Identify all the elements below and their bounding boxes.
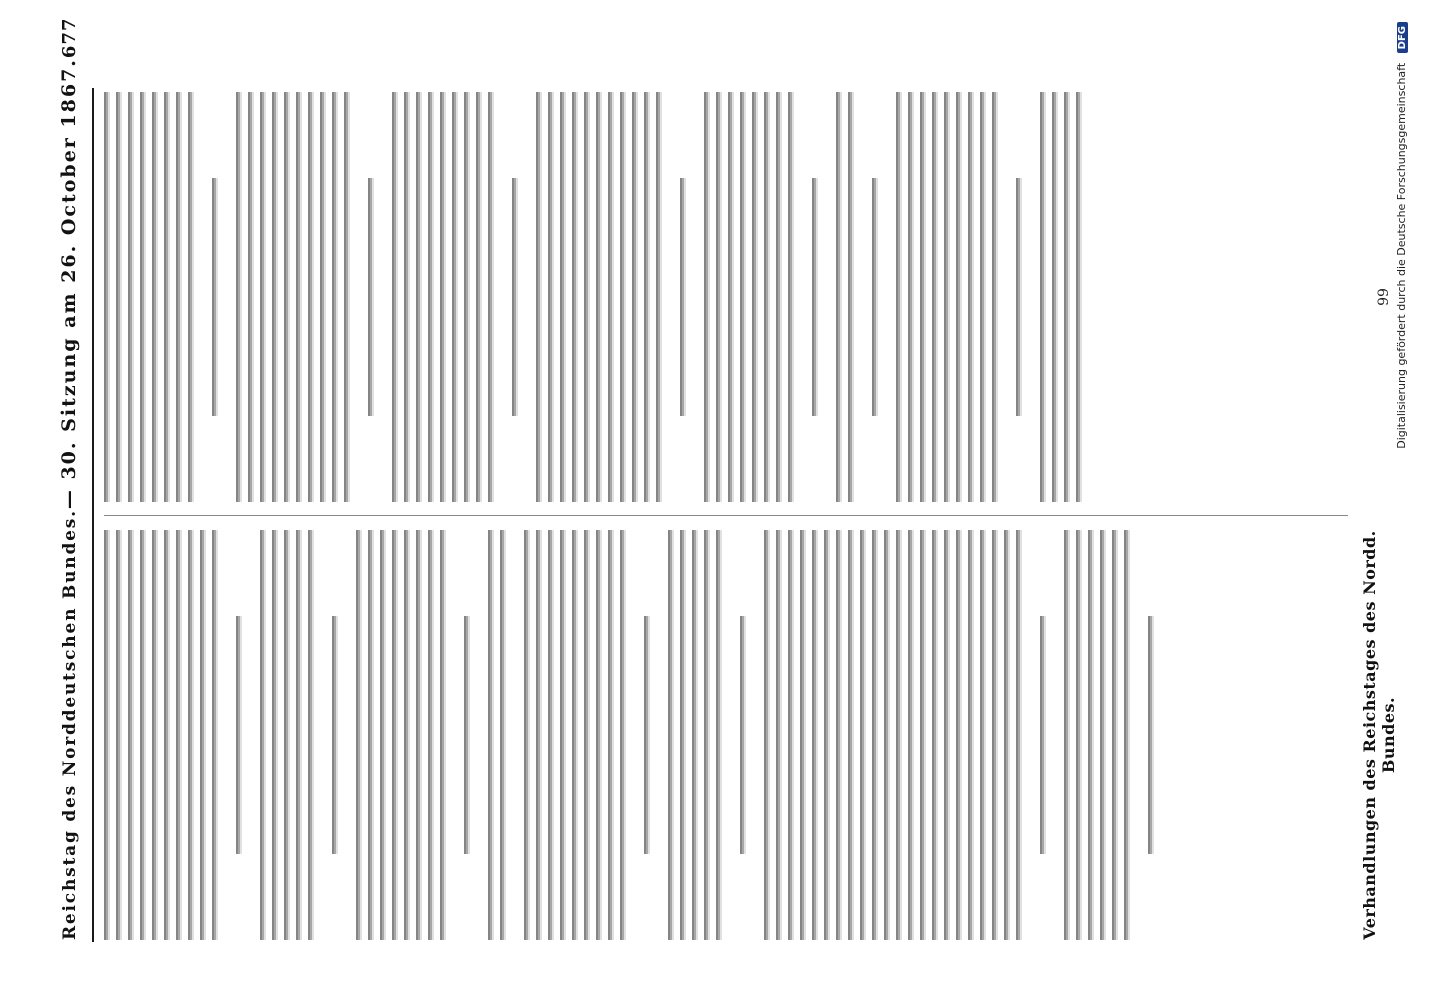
running-head-session: — 30. Sitzung am 26. October 1867. — [58, 58, 80, 510]
text-column-right — [104, 92, 1348, 502]
paragraph-block — [212, 178, 224, 416]
paragraph-block — [236, 616, 248, 854]
dfg-logo-icon: DFG — [1397, 22, 1408, 53]
paragraph-block — [104, 92, 200, 502]
column-divider — [104, 515, 1348, 516]
paragraph-block — [464, 616, 476, 854]
running-head — [58, 17, 84, 940]
page-number: 677 — [59, 17, 80, 59]
header-rule — [92, 88, 94, 942]
running-head-title: Reichstag des Norddeutschen Bundes. — [60, 509, 80, 940]
paragraph-block — [680, 178, 692, 416]
paragraph-block — [896, 92, 1004, 502]
paragraph-block — [512, 178, 524, 416]
paragraph-block — [1016, 178, 1028, 416]
paragraph-block — [332, 616, 344, 854]
paragraph-block — [104, 530, 224, 940]
digitization-credit — [1395, 22, 1408, 922]
paragraph-block — [1064, 530, 1136, 940]
paragraph-block — [1040, 92, 1088, 502]
paragraph-block — [644, 616, 656, 854]
paragraph-block — [368, 178, 380, 416]
paragraph-block — [740, 616, 752, 854]
paragraph-block — [392, 92, 500, 502]
paragraph-block — [1040, 616, 1052, 854]
paragraph-block — [524, 530, 632, 940]
text-column-left — [104, 530, 1348, 940]
paragraph-block — [236, 92, 356, 502]
paragraph-block — [872, 178, 884, 416]
paragraph-block — [260, 530, 320, 940]
sheet-signature: 99 — [1376, 288, 1392, 306]
paragraph-block — [812, 178, 824, 416]
paragraph-block — [764, 530, 1028, 940]
printer-signature: Verhandlungen des Reichstages des Nordd. Bundes. — [1360, 530, 1398, 940]
credit-text: Digitalisierung gefördert durch die Deutsche Forschungsgemeinschaft — [1395, 62, 1408, 449]
paragraph-block — [488, 530, 512, 940]
paragraph-block — [356, 530, 452, 940]
paragraph-block — [1148, 616, 1160, 854]
paragraph-block — [536, 92, 668, 502]
paragraph-block — [668, 530, 728, 940]
paragraph-block — [836, 92, 860, 502]
paragraph-block — [704, 92, 800, 502]
